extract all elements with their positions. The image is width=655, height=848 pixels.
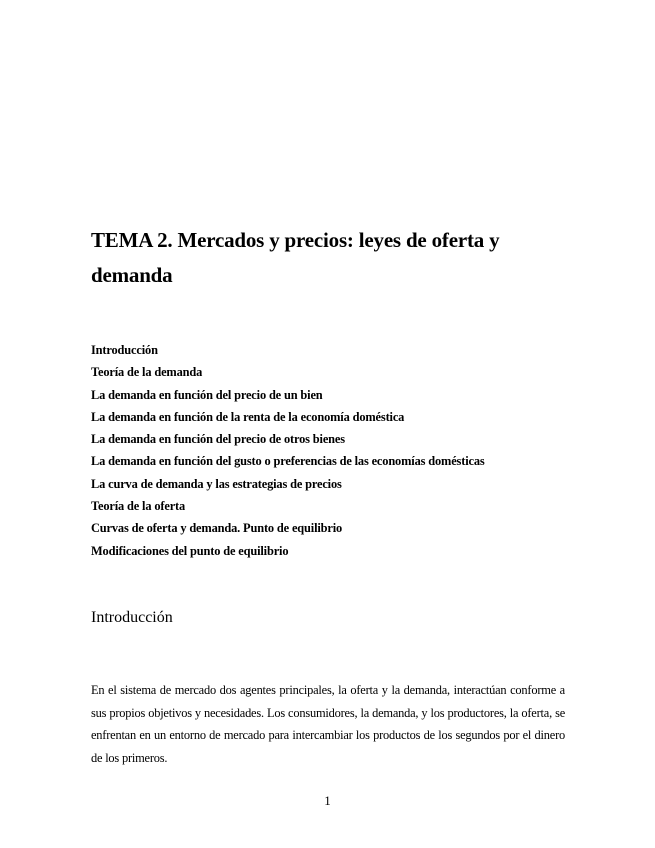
toc-item-curvas-oferta-demanda: Curvas de oferta y demanda. Punto de equilibrio: [91, 521, 343, 536]
page-number: 1: [324, 793, 331, 808]
toc-item-demanda-precio-otros-bienes: La demanda en función del precio de otros bienes: [91, 432, 345, 447]
table-of-contents: [91, 339, 485, 562]
toc-item-demanda-renta: La demanda en función de la renta de la economía doméstica: [91, 409, 405, 424]
section-heading: Introducción: [91, 609, 173, 626]
toc-item-teoria-demanda: Teoría de la demanda: [91, 365, 203, 380]
toc-item-teoria-oferta: Teoría de la oferta: [91, 499, 186, 514]
document-title: TEMA 2. Mercados y precios: leyes de oferta y demanda: [91, 228, 500, 287]
toc-item-curva-demanda-estrategias: La curva de demanda y las estrategias de precios: [91, 476, 342, 491]
body-paragraph: En el sistema de mercado dos agentes principales, la oferta y la demanda, interactúan conforme a sus propios objetivos y necesidades. Los consumidores, la demanda, y los productores, la oferta, se enfrentan en un entorno de mercado para intercambiar los productos de los segundos por el dinero de los primeros.: [91, 683, 565, 766]
toc-item-introduccion: Introducción: [91, 343, 158, 357]
toc-item-demanda-gusto-preferencias: La demanda en función del gusto o preferencias de las economías domésticas: [91, 454, 485, 469]
toc-item-demanda-precio-bien: La demanda en función del precio de un bien: [91, 387, 323, 402]
toc-item-modificaciones-equilibrio: Modificaciones del punto de equilibrio: [91, 543, 289, 558]
